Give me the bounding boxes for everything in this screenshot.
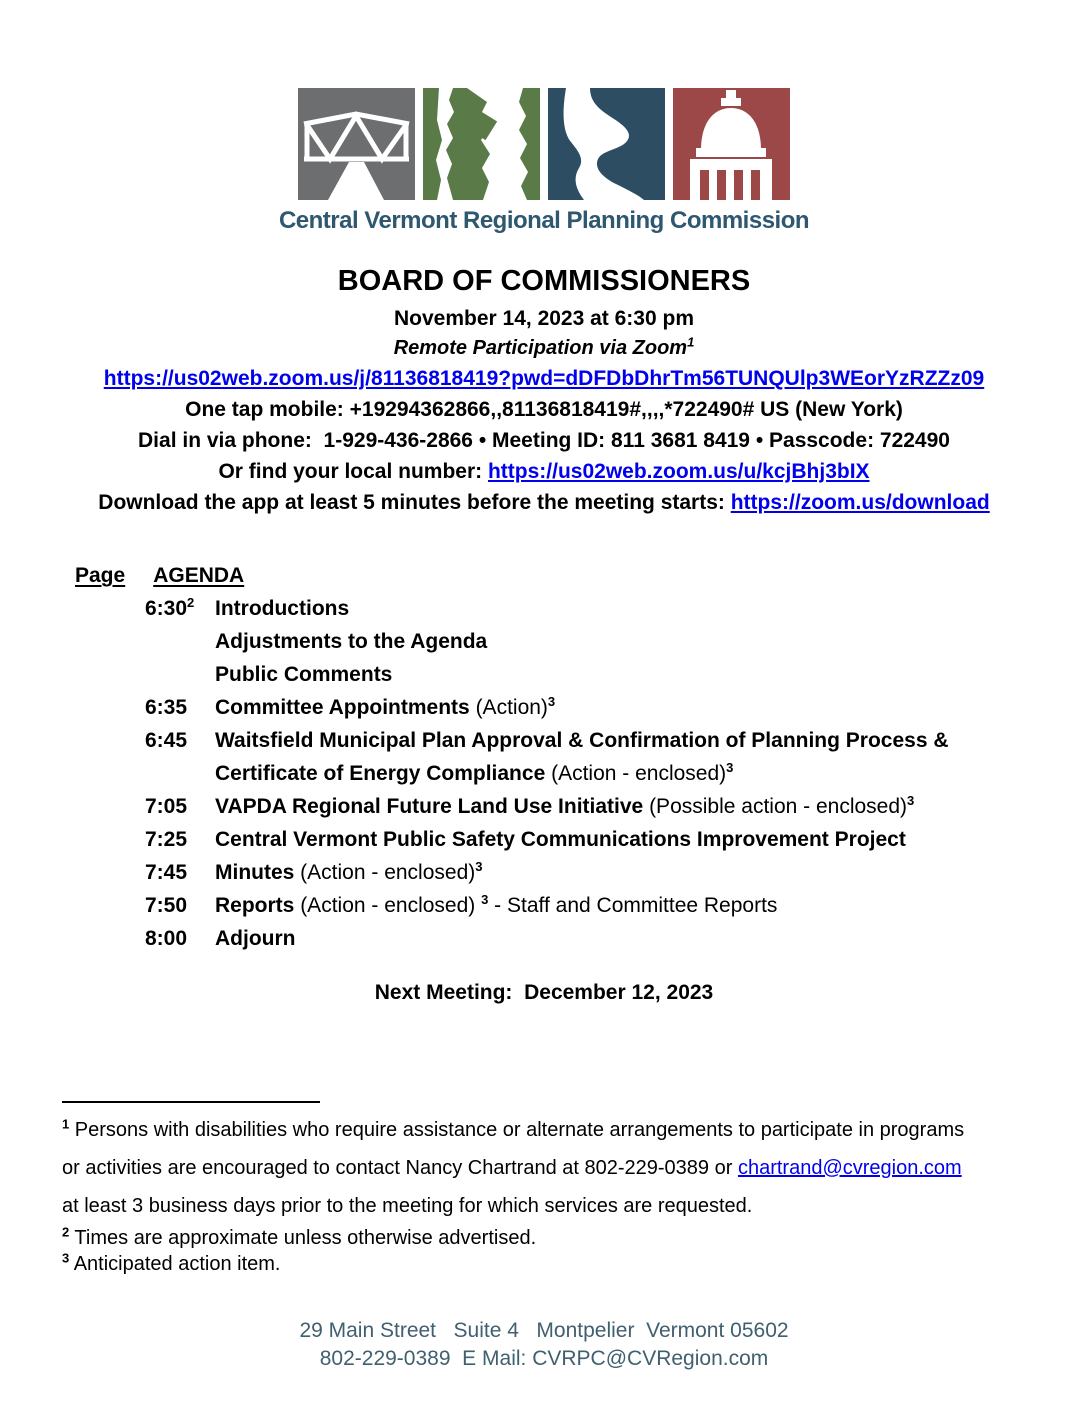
one-tap-line: One tap mobile: +19294362866,,81136818419#,,,,*722490# US (New York) [185,398,903,421]
footnote-separator [62,1101,320,1103]
dial-in-line: Dial in via phone: 1-929-436-2866 • Meeting ID: 811 3681 8419 • Passcode: 722490 [138,429,950,452]
agenda-row: 6:45 Waitsfield Municipal Plan Approval & Confirmation of Planning Process & Certificate of Energy Compliance (Action - enclosed)$^3$ [145,729,955,785]
download-link[interactable]: https://zoom.us/download [730,491,990,514]
zoom-join-link[interactable]: https://us02web.zoom.us/j/81136818419?pwd=dDFDbDhrTm56TUNQUlp3WEorYzRZZz09 [103,367,985,390]
org-name: Central Vermont Regional Planning Commission [278,207,810,234]
download-line: Download the app at least 5 minutes before the meeting starts: https://zoom.us/download [98,491,990,514]
agenda-page-column-header: Page [75,564,126,587]
agenda-row: $6:30^2$ Introductions [145,595,350,620]
local-number-line: Or find your local number: https://us02web.zoom.us/u/kcjBhj3bIX [218,460,870,483]
footnote-2: $^2$ Times are approximate unless otherwise advertised. [62,1224,537,1249]
capitol-dome-icon [673,88,790,200]
agenda-row: Adjustments to the Agenda [215,630,488,653]
footer-address: 29 Main Street Suite 4 Montpelier Vermont 05602 [299,1319,789,1342]
meeting-datetime: November 14, 2023 at 6:30 pm [394,307,694,330]
footnote-1: $^1$ Persons with disabilities who require assistance or alternate arrangements to participate in programs or activities are encouraged to contact Nancy Chartrand at 802-229-0389 or chartrand@cvregion.com at least 3 business days prior to the meeting for which services are requested. [62,1116,970,1217]
footnotes [62,1111,982,1277]
footnote-ref-1: 1 [687,334,695,350]
agenda-row: 6:35 Committee Appointments (Action)$^3$ [145,694,556,719]
agenda-row: 7:05 VAPDA Regional Future Land Use Initiative (Possible action - enclosed)$^3$ [145,793,915,818]
local-number-link[interactable]: https://us02web.zoom.us/u/kcjBhj3bIX [487,460,870,483]
doc-title: BOARD OF COMMISSIONERS [337,265,751,297]
vermont-map-icon [423,88,540,200]
cvrpc-logo [298,88,790,200]
agenda-row: Public Comments [215,663,393,686]
logo-panel [548,88,665,200]
agenda-row: 8:00 Adjourn [145,927,296,950]
agenda-row: 7:50 Reports (Action - enclosed) $^3$ - Staff and Committee Reports [145,892,778,917]
agenda-row: 7:45 Minutes (Action - enclosed)$^3$ [145,859,483,884]
agenda-row: 7:25 Central Vermont Public Safety Communications Improvement Project [145,828,906,851]
footer-contact: 802-229-0389 E Mail: CVRPC@CVRegion.com [319,1347,769,1370]
river-icon [548,88,665,200]
logo-panel [298,88,415,200]
logo-panel [673,88,790,200]
next-meeting: Next Meeting: December 12, 2023 [374,981,714,1004]
email-link[interactable]: chartrand@cvregion.com [737,1157,962,1179]
agenda-header [0,559,1088,592]
zoom-join-line [0,367,1088,391]
page-footer [0,1317,1088,1373]
logo-panel [423,88,540,200]
footnote-3: $^3$ Anticipated action item. [62,1250,281,1275]
agenda-title: AGENDA [153,564,245,587]
bridge-icon [298,88,415,200]
agenda-section [0,559,1088,955]
remote-participation-note: Remote Participation via Zoom$^1$ [393,334,695,359]
